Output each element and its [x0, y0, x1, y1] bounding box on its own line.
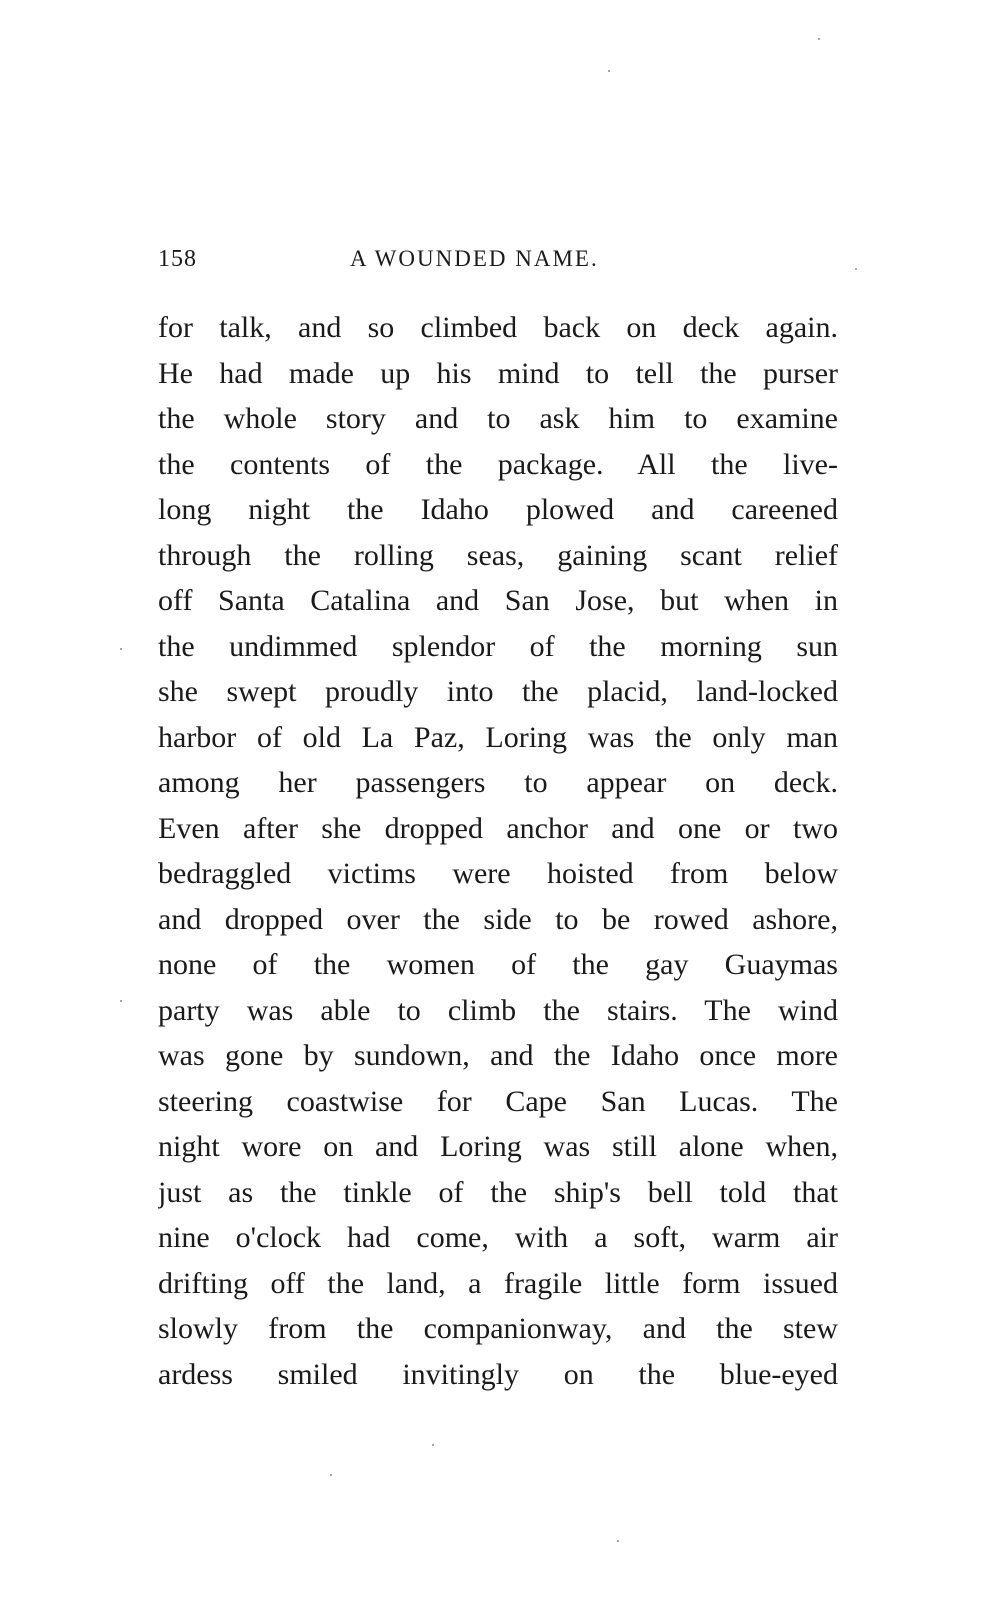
text-line: the whole story and to ask him to examine — [158, 402, 838, 435]
scan-speck — [608, 70, 610, 72]
page-number: 158 — [158, 246, 197, 272]
text-line: harbor of old La Paz, Loring was the only man — [158, 720, 838, 754]
text-line: night wore on and Loring was still alone when, — [158, 1130, 838, 1163]
scan-speck — [617, 1540, 619, 1542]
text-line: among her passengers to appear on deck. — [158, 766, 838, 799]
text-line: long night the Idaho plowed and careened — [158, 493, 838, 526]
scan-speck — [120, 1000, 122, 1002]
text-line: just as the tinkle of the ship's bell told that — [158, 1175, 838, 1209]
running-title: A WOUNDED NAME. — [350, 246, 599, 271]
text-line: Even after she dropped anchor and one or two — [158, 811, 838, 845]
text-line: for talk, and so climbed back on deck again. — [158, 311, 838, 344]
text-line: through the rolling seas, gaining scant relief — [158, 538, 838, 572]
scan-speck — [330, 1474, 332, 1476]
text-line: He had made up his mind to tell the purser — [158, 356, 838, 390]
text-line: the contents of the package. All the live- — [158, 447, 838, 481]
text-line: party was able to climb the stairs. The wind — [158, 993, 838, 1027]
text-line: none of the women of the gay Guaymas — [158, 948, 838, 981]
text-line: nine o'clock had come, with a soft, warm air — [158, 1221, 838, 1254]
text-line: slowly from the companionway, and the stew — [158, 1312, 838, 1345]
text-line: and dropped over the side to be rowed ashore, — [158, 902, 838, 936]
text-line: she swept proudly into the placid, land-locked — [158, 675, 838, 708]
scan-speck — [818, 38, 820, 40]
scan-speck — [120, 648, 122, 650]
page-header — [158, 246, 838, 286]
scan-speck — [432, 1444, 434, 1446]
text-line: the undimmed splendor of the morning sun — [158, 629, 838, 663]
text-line: was gone by sundown, and the Idaho once more — [158, 1039, 838, 1072]
text-line: drifting off the land, a fragile little form issued — [158, 1266, 838, 1300]
scan-speck — [855, 268, 857, 270]
text-line: off Santa Catalina and San Jose, but when in — [158, 584, 838, 617]
text-line: bedraggled victims were hoisted from below — [158, 857, 838, 890]
text-line: ardess smiled invitingly on the blue-eyed — [158, 1357, 838, 1391]
body-text — [158, 305, 838, 1397]
text-line: steering coastwise for Cape San Lucas. The — [158, 1084, 838, 1118]
